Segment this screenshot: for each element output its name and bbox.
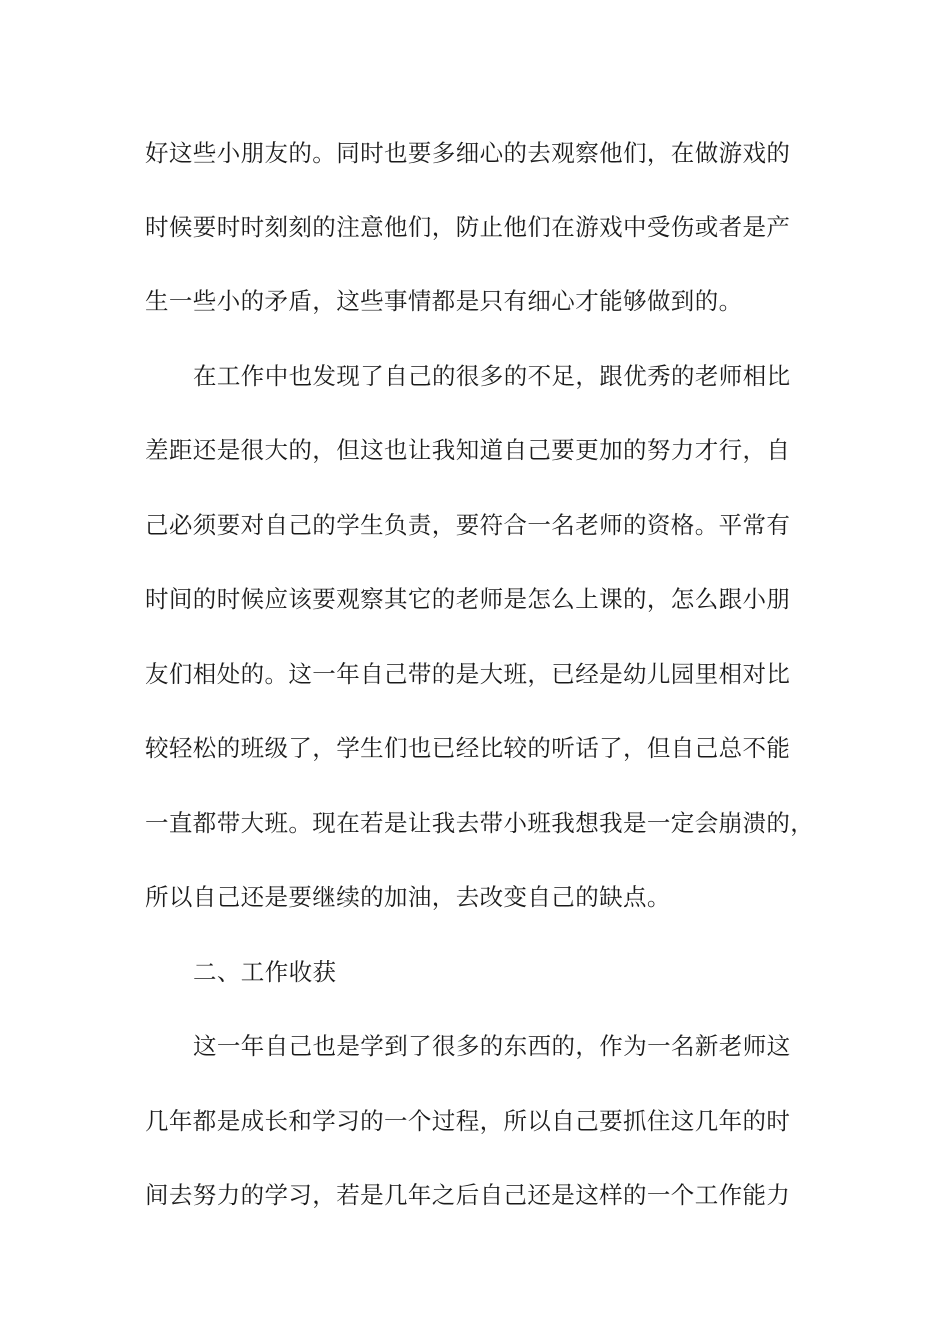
text-line: 间去努力的学习，若是几年之后自己还是这样的一个工作能力 — [145, 1181, 791, 1209]
text-line: 较轻松的班级了，学生们也已经比较的听话了，但自己总不能 — [145, 734, 791, 762]
text-line: 生一些小的矛盾，这些事情都是只有细心才能够做到的。 — [145, 287, 743, 315]
text-line: 好这些小朋友的。同时也要多细心的去观察他们，在做游戏的 — [145, 139, 791, 167]
text-line: 几年都是成长和学习的一个过程，所以自己要抓住这几年的时 — [145, 1107, 791, 1135]
text-line: 友们相处的。这一年自己带的是大班，已经是幼儿园里相对比 — [145, 660, 791, 688]
text-line: 己必须要对自己的学生负责，要符合一名老师的资格。平常有 — [145, 511, 791, 539]
section-heading: 二、工作收获 — [193, 958, 337, 986]
text-line: 一直都带大班。现在若是让我去带小班我想我是一定会崩溃的， — [145, 809, 815, 837]
paragraph-start-line: 在工作中也发现了自己的很多的不足，跟优秀的老师相比 — [193, 362, 791, 390]
text-line: 所以自己还是要继续的加油，去改变自己的缺点。 — [145, 883, 671, 911]
text-line: 时候要时时刻刻的注意他们，防止他们在游戏中受伤或者是产 — [145, 213, 791, 241]
text-line: 时间的时候应该要观察其它的老师是怎么上课的，怎么跟小朋 — [145, 585, 791, 613]
paragraph-start-line: 这一年自己也是学到了很多的东西的，作为一名新老师这 — [193, 1032, 791, 1060]
text-line: 差距还是很大的，但这也让我知道自己要更加的努力才行，自 — [145, 436, 791, 464]
